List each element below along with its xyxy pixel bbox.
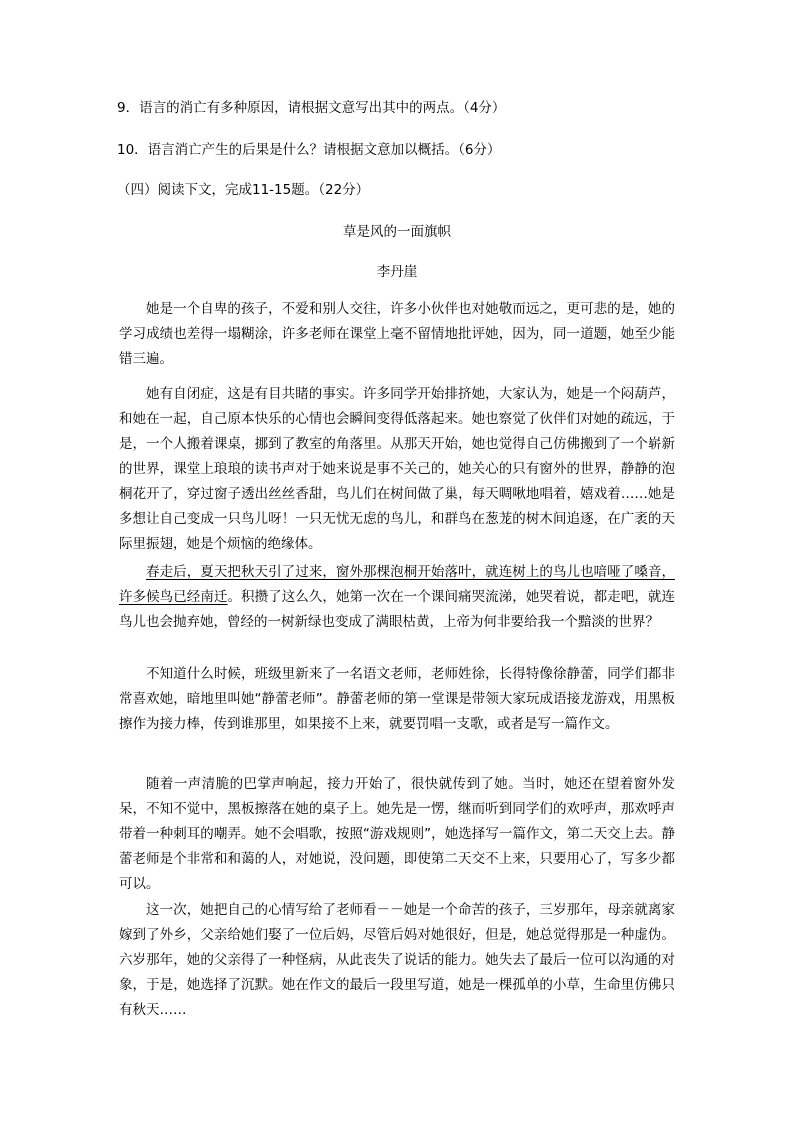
paragraph-3 (119, 560, 675, 635)
paragraph-2: 她有自闭症，这是有目共睹的事实。许多同学开始排挤她，大家认为，她是一个闷葫芦，和她在一起，自己原本快乐的心情也会瞬间变得低落起来。她也察觉了伙伴们对她的疏远，于是，一个人搬着课桌，挪到了教室的角落里。从那天开始，她也觉得自己仿佛搬到了一个崭新的世界，课堂上琅琅的读书声对于她来说是事不关己的，她关心的只有窗外的世界，静静的泡桐花开了，穿过窗子透出丝丝香甜，鸟儿们在树间做了巢，每天啁啾地唱着，嬉戏着……她是多想让自己变成一只鸟儿呀！一只无忧无虑的鸟儿，和群鸟在葱茏的树木间追逐，在广袤的天际里振翅，她是个烦恼的绝缘体。 (119, 386, 675, 552)
paragraph-3-underlined-sentence: 春走后，夏天把秋天引了过来，窗外那棵泡桐开始落叶，就连树上的鸟儿也喑哑了嗓音，许多候鸟已经南迁 (119, 564, 675, 605)
article-author: 李丹崖 (376, 264, 418, 280)
section-4-heading: （四）阅读下文，完成11-15题。（22分） (117, 182, 370, 198)
question-9: 9．语言的消亡有多种原因，请根据文意写出其中的两点。（4分） (117, 100, 506, 116)
question-10: 10．语言消亡产生的后果是什么？请根据文意加以概括。（6分） (117, 142, 501, 158)
paragraph-5: 随着一声清脆的巴掌声响起，接力开始了，很快就传到了她。当时，她还在望着窗外发呆，不知不觉中，黑板擦落在她的桌子上。她先是一愣，继而听到同学们的欢呼声，那欢呼声带着一种刺耳的嘲弄。她不会唱歌，按照“游戏规则”，她选择写一篇作文，第二天交上去。静蕾老师是个非常和和蔼的人，对她说，没问题，即使第二天交不上来，只要用心了，写多少都可以。 (119, 776, 675, 892)
article-title: 草是风的一面旗帜 (343, 224, 451, 240)
paragraph-4: 不知道什么时候，班级里新来了一名语文老师，老师姓徐，长得特像徐静蕾，同学们都非常喜欢她，暗地里叫她“静蕾老师”。静蕾老师的第一堂课是带领大家玩成语接龙游戏，用黑板擦作为接力棒，传到谁那里，如果接不上来，就要罚唱一支歌，或者是写一篇作文。 (119, 666, 675, 732)
paragraph-6: 这一次，她把自己的心情写给了老师看－－她是一个命苦的孩子，三岁那年，母亲就离家嫁到了外乡，父亲给她们娶了一位后妈，尽管后妈对她很好，但是，她总觉得那是一种虚伪。六岁那年，她的父亲得了一种怪病，从此丧失了说话的能力。她失去了最后一位可以沟通的对象，于是，她选择了沉默。她在作文的最后一段里写道，她是一棵孤单的小草，生命里仿佛只有秋天…… (119, 902, 675, 1018)
paragraph-1: 她是一个自卑的孩子，不爱和别人交往，许多小伙伴也对她敬而远之，更可悲的是，她的学习成绩也差得一塌糊涂，许多老师在课堂上毫不留情地批评她，因为，同一道题，她至少能错三遍。 (119, 301, 675, 367)
paragraph-3-rest: 。积攒了这么久，她第一次在一个课间痛哭流涕，她哭着说，都走吧，就连鸟儿也会抛弃她，曾经的一树新绿也变成了满眼枯黄，上帝为何非要给我一个黯淡的世界？ (119, 589, 675, 630)
